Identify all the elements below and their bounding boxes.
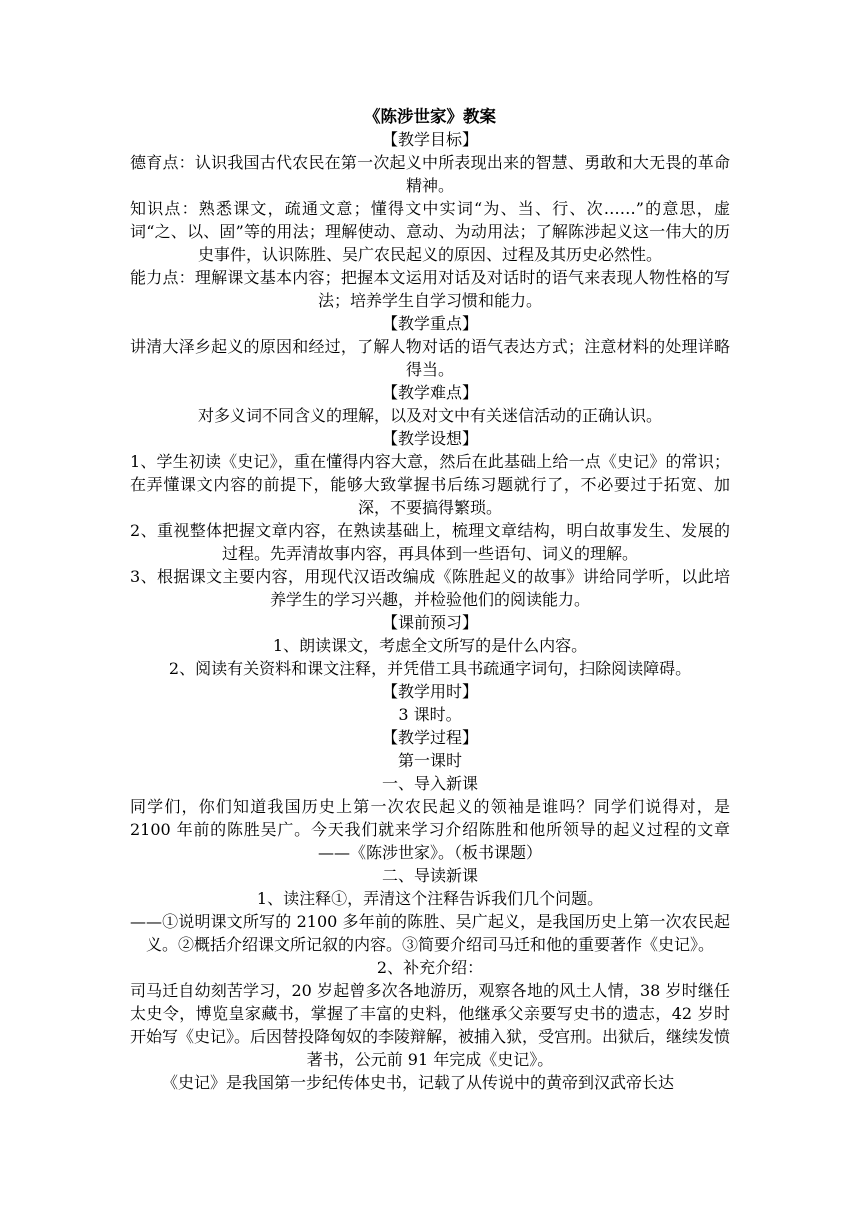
design-item-1: 1、学生初读《史记》，重在懂得内容大意，然后在此基础上给一点《史记》的常识；在弄懂课文内容的前提下，能够大致掌握书后练习题就行了，不必要过于拓宽、加深，不要搞得繁琐。	[130, 452, 730, 517]
lesson-plan-page	[130, 105, 730, 1094]
preview-item-1: 1、朗读课文，考虑全文所写的是什么内容。	[272, 636, 588, 655]
reading-step-1-answer: ——①说明课文所写的 2100 多年前的陈胜、吴广起义，是我国历史上第一次农民起义。②概括介绍课文所记叙的内容。③简要介绍司马迁和他的重要著作《史记》。	[130, 912, 730, 954]
heading-teaching-design: 【教学设想】	[381, 429, 478, 448]
heading-difficult-points: 【教学难点】	[381, 383, 478, 402]
shiji-text: 《史记》是我国第一步纪传体史书，记载了从传说中的黄帝到汉武帝长达	[162, 1073, 675, 1092]
lesson-one-title: 第一课时	[397, 751, 462, 770]
design-item-2: 2、重视整体把握文章内容，在熟读基础上，梳理文章结构，明白故事发生、发展的过程。先弄清故事内容，再具体到一些语句、词义的理解。	[130, 521, 730, 563]
key-points-text: 讲清大泽乡起义的原因和经过，了解人物对话的语气表达方式；注意材料的处理详略得当。	[130, 337, 730, 379]
goal-ability: 能力点：理解课文基本内容；把握本文运用对话及对话时的语气来表现人物性格的写法；培养学生自学习惯和能力。	[130, 268, 730, 310]
design-item-3: 3、根据课文主要内容，用现代汉语改编成《陈胜起义的故事》讲给同学听，以此培养学生的学习兴趣，并检验他们的阅读能力。	[130, 567, 730, 609]
heading-key-points: 【教学重点】	[381, 314, 478, 333]
introduction-text: 同学们，你们知道我国历史上第一次农民起义的领袖是谁吗？同学们说得对，是 2100 年前的陈胜吴广。今天我们就来学习介绍陈胜和他所领导的起义过程的文章——《陈涉世家》。（板书课题）	[130, 797, 730, 862]
section-guided-reading: 二、导读新课	[381, 866, 478, 885]
heading-teaching-process: 【教学过程】	[381, 728, 478, 747]
difficult-points-text: 对多义词不同含义的理解，以及对文中有关迷信活动的正确认识。	[197, 406, 662, 425]
preview-item-2: 2、阅读有关资料和课文注释，并凭借工具书疏通字词句，扫除阅读障碍。	[168, 659, 692, 678]
reading-step-1: 1、读注释①，弄清这个注释告诉我们几个问题。	[256, 889, 604, 908]
goal-moral: 德育点：认识我国古代农民在第一次起义中所表现出来的智慧、勇敢和大无畏的革命精神。	[130, 153, 730, 195]
heading-teaching-time: 【教学用时】	[381, 682, 478, 701]
teaching-time-text: 3 课时。	[398, 705, 462, 724]
document-title: 《陈涉世家》教案	[364, 107, 496, 126]
sima-qian-text: 司马迁自幼刻苦学习，20 岁起曾多次各地游历，观察各地的风土人情，38 岁时继任太史令，博览皇家藏书，掌握了丰富的史料，他继承父亲要写史书的遗志，42 岁时开始写《史记》。后因替投降匈奴的李陵辩解，被捕入狱，受宫刑。出狱后，继续发愤著书，公元前 91 年完成《史记》。	[130, 981, 731, 1069]
heading-teaching-goals: 【教学目标】	[381, 130, 478, 149]
reading-step-2: 2、补充介绍：	[376, 958, 484, 977]
goal-knowledge: 知识点：熟悉课文，疏通文意；懂得文中实词“为、当、行、次……”的意思，虚词“之、以、固”等的用法；理解使动、意动、为动用法；了解陈涉起义这一伟大的历史事件，认识陈胜、吴广农民起义的原因、过程及其历史必然性。	[130, 199, 730, 264]
heading-preview: 【课前预习】	[381, 613, 478, 632]
section-introduction: 一、导入新课	[381, 774, 478, 793]
